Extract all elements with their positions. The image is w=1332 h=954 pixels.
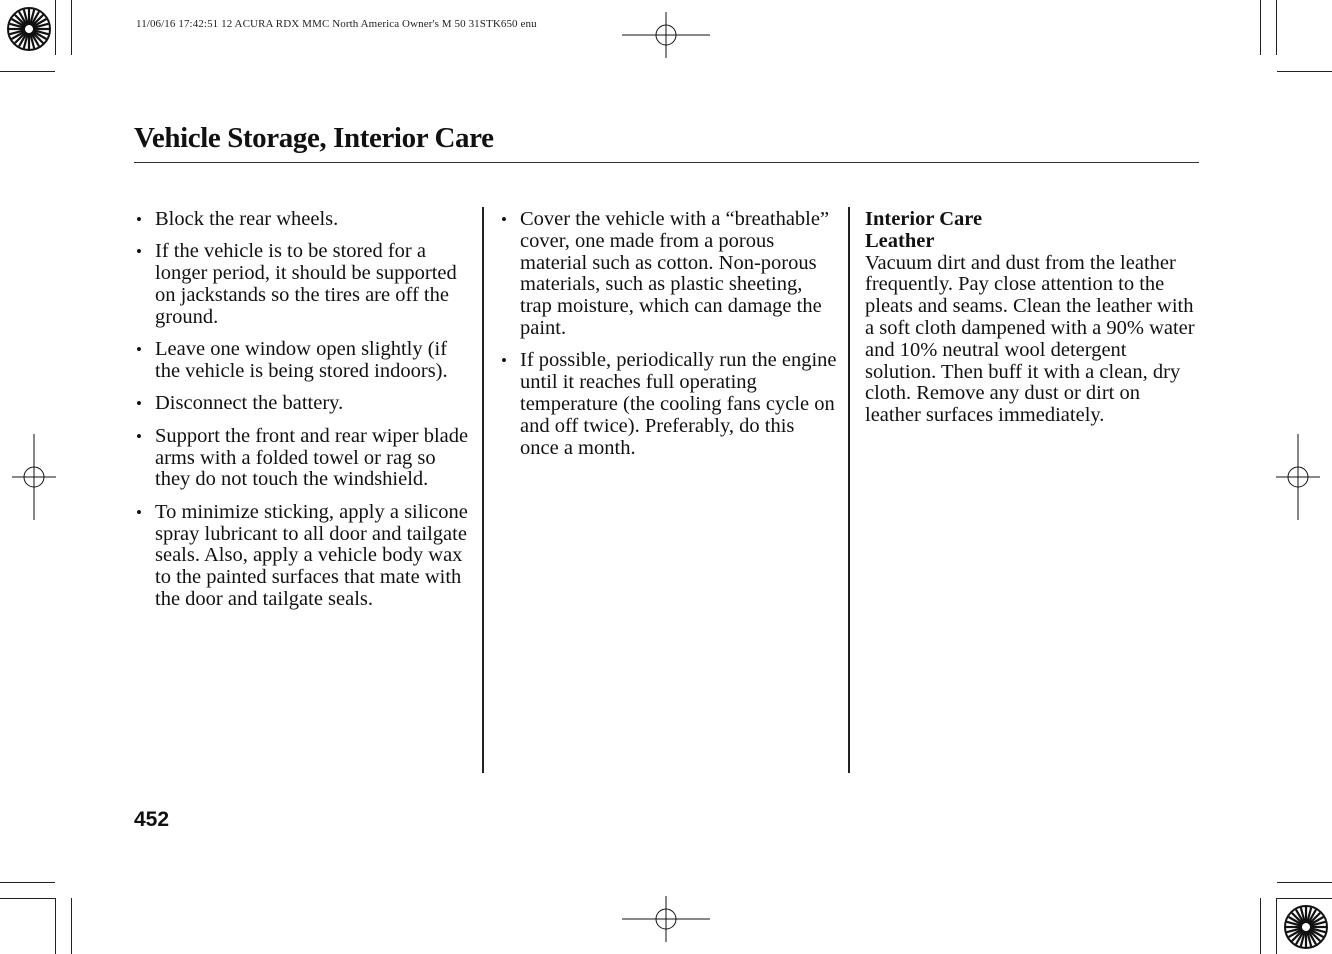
column-1	[136, 209, 471, 621]
crop-mark	[71, 898, 72, 954]
crosshair-icon	[622, 12, 710, 58]
print-info: 11/06/16 17:42:51 12 ACURA RDX MMC North America Owner's M 50 31STK650 enu	[136, 18, 537, 30]
body-paragraph: Vacuum dirt and dust from the leather frequently. Pay close attention to the pleats and seams. Clean the leather with a soft cloth dampened with a 90% water and 10% neutral wool detergent solution. Then buff it with a clean, dry cloth. Remove any dust or dirt on leather surfaces immediately.	[865, 251, 1195, 427]
crop-mark	[1276, 898, 1277, 954]
section-heading: Interior Care	[865, 208, 983, 230]
list-item: • Cover the vehicle with a “breathable” cover, one made from a porous material such as cotton. Non-porous materials, such as plastic sheeting, trap moisture, which can damage the paint.	[501, 209, 837, 340]
crop-mark	[1260, 898, 1261, 954]
page-title: Vehicle Storage, Interior Care	[134, 122, 494, 154]
crop-mark	[55, 0, 56, 55]
bullet-list	[501, 209, 837, 459]
subsection-heading: Leather	[865, 229, 935, 252]
crop-mark	[71, 0, 72, 55]
crosshair-icon	[12, 434, 56, 520]
registration-mark-icon	[6, 6, 52, 52]
title-rule	[134, 162, 1199, 163]
crop-mark	[1277, 898, 1332, 899]
list-item: • Leave one window open slightly (if the vehicle is being stored indoors).	[136, 339, 471, 383]
crosshair-icon	[1276, 434, 1320, 520]
list-item: • If possible, periodically run the engine until it reaches full operating temperature (the cooling fans cycle on and off twice). Preferably, do this once a month.	[501, 350, 837, 459]
crosshair-icon	[622, 896, 710, 942]
list-item: • Disconnect the battery.	[136, 393, 471, 415]
crop-mark	[0, 71, 55, 72]
crop-mark	[0, 898, 55, 899]
column-3	[865, 209, 1199, 427]
list-item: • To minimize sticking, apply a silicone spray lubricant to all door and tailgate seals. Also, apply a vehicle body wax to the painted surfaces that mate with the door and tailgate seals.	[136, 502, 471, 611]
crop-mark	[55, 898, 56, 954]
column-divider	[482, 207, 484, 773]
crop-mark	[1277, 71, 1332, 72]
list-item: • Block the rear wheels.	[136, 209, 471, 231]
list-item: • If the vehicle is to be stored for a longer period, it should be supported on jackstands so the tires are off the ground.	[136, 241, 471, 328]
registration-mark-icon	[1283, 904, 1329, 950]
crop-mark	[1277, 882, 1332, 883]
crop-mark	[1260, 0, 1261, 55]
crop-mark	[1276, 0, 1277, 55]
list-item: • Support the front and rear wiper blade arms with a folded towel or rag so they do not touch the windshield.	[136, 426, 471, 491]
crop-mark	[0, 882, 55, 883]
column-2	[501, 209, 837, 470]
page-number: 452	[134, 808, 170, 831]
bullet-list	[136, 209, 471, 611]
column-divider	[848, 207, 850, 773]
